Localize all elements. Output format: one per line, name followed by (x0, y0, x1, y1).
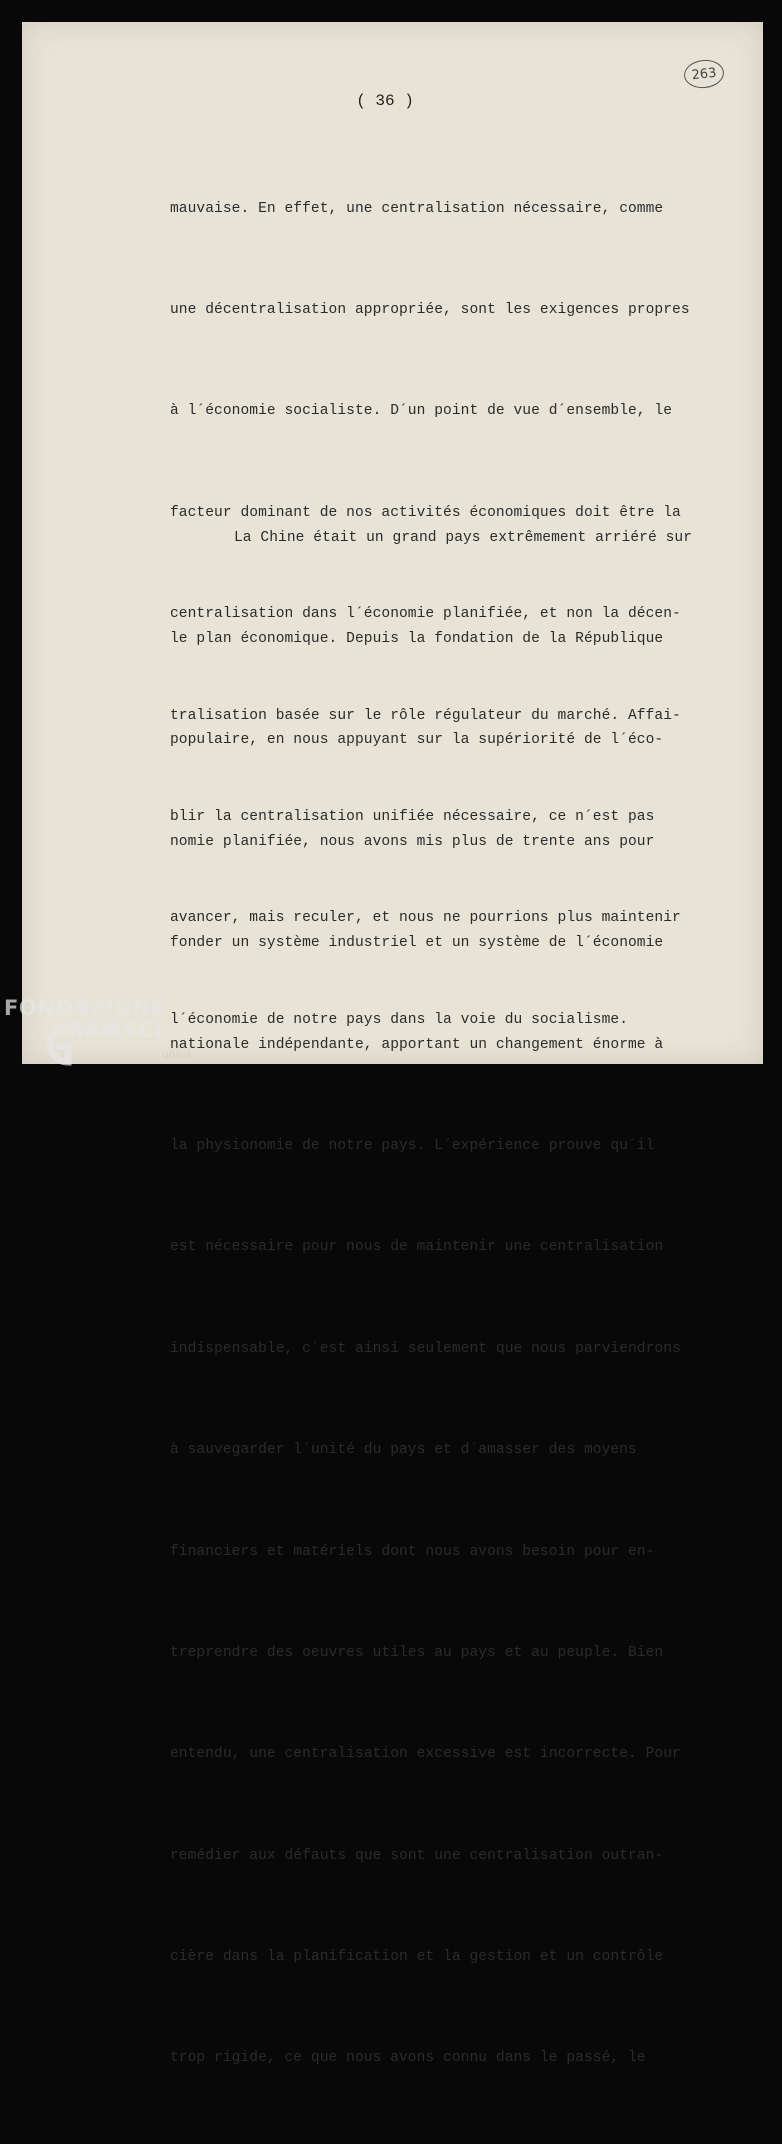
text-line: trop rigide, ce que nous avons connu dans le passé, le (170, 2050, 646, 2067)
text-line: financiers et matériels dont nous avons besoin pour en- (170, 1543, 655, 1560)
text-line: facteur dominant de nos activités économiques doit être la (170, 504, 681, 521)
watermark-suffix: onlus (162, 1048, 192, 1061)
text-line: fonder un système industriel et un système de l´économie (170, 935, 664, 952)
text-line: indispensable, c´est ainsi seulement que nous parviendrons (170, 1340, 681, 1357)
document-page (22, 22, 763, 2067)
text-line: une décentralisation appropriée, sont les exigences propres (170, 301, 690, 318)
text-line: tralisation basée sur le rôle régulateur du marché. Affai- (170, 707, 681, 724)
watermark-line-1: FONDAZIONE (4, 996, 166, 1020)
page-number: ( 36 ) (356, 92, 414, 110)
text-line: entendu, une centralisation excessive est incorrecte. Pour (170, 1746, 681, 1763)
text-line: à l´économie socialiste. D´un point de vue d´ensemble, le (170, 403, 673, 420)
text-line: à sauvegarder l´unité du pays et d´amasser des moyens (170, 1442, 637, 1459)
archive-number-stamp: 263 (683, 58, 726, 90)
text-line: remédier aux défauts que sont une centralisation outran- (170, 1847, 664, 1864)
text-line: est nécessaire pour nous de maintenir une centralisation (170, 1239, 664, 1256)
watermark-line-2: RAMSCI (68, 1018, 163, 1042)
text-line: blir la centralisation unifiée nécessaire, ce n´est pas (170, 808, 655, 825)
text-line: le plan économique. Depuis la fondation de la République (170, 630, 664, 647)
text-line: avancer, mais reculer, et nous ne pourrions plus maintenir (170, 910, 681, 927)
text-line: populaire, en nous appuyant sur la supériorité de l´éco- (170, 732, 664, 749)
text-line: l´économie de notre pays dans la voie du socialisme. (170, 1011, 628, 1028)
text-line: nationale indépendante, apportant un changement énorme à (170, 1036, 664, 1053)
text-line: la physionomie de notre pays. L´expérience prouve qu´il (170, 1137, 655, 1154)
text-line: centralisation dans l´économie planifiée, et non la décen- (170, 606, 681, 623)
text-line: treprendre des oeuvres utiles au pays et au peuple. Bien (170, 1644, 664, 1661)
text-line: nomie planifiée, nous avons mis plus de trente ans pour (170, 833, 655, 850)
paragraph-2 (170, 454, 730, 2144)
fondazione-gramsci-watermark (4, 996, 204, 1076)
text-line: La Chine était un grand pays extrêmement arriéré sur (234, 529, 692, 546)
text-line: cière dans la planification et la gestion et un contrôle (170, 1949, 664, 1966)
text-line: mauvaise. En effet, une centralisation nécessaire, comme (170, 200, 664, 217)
